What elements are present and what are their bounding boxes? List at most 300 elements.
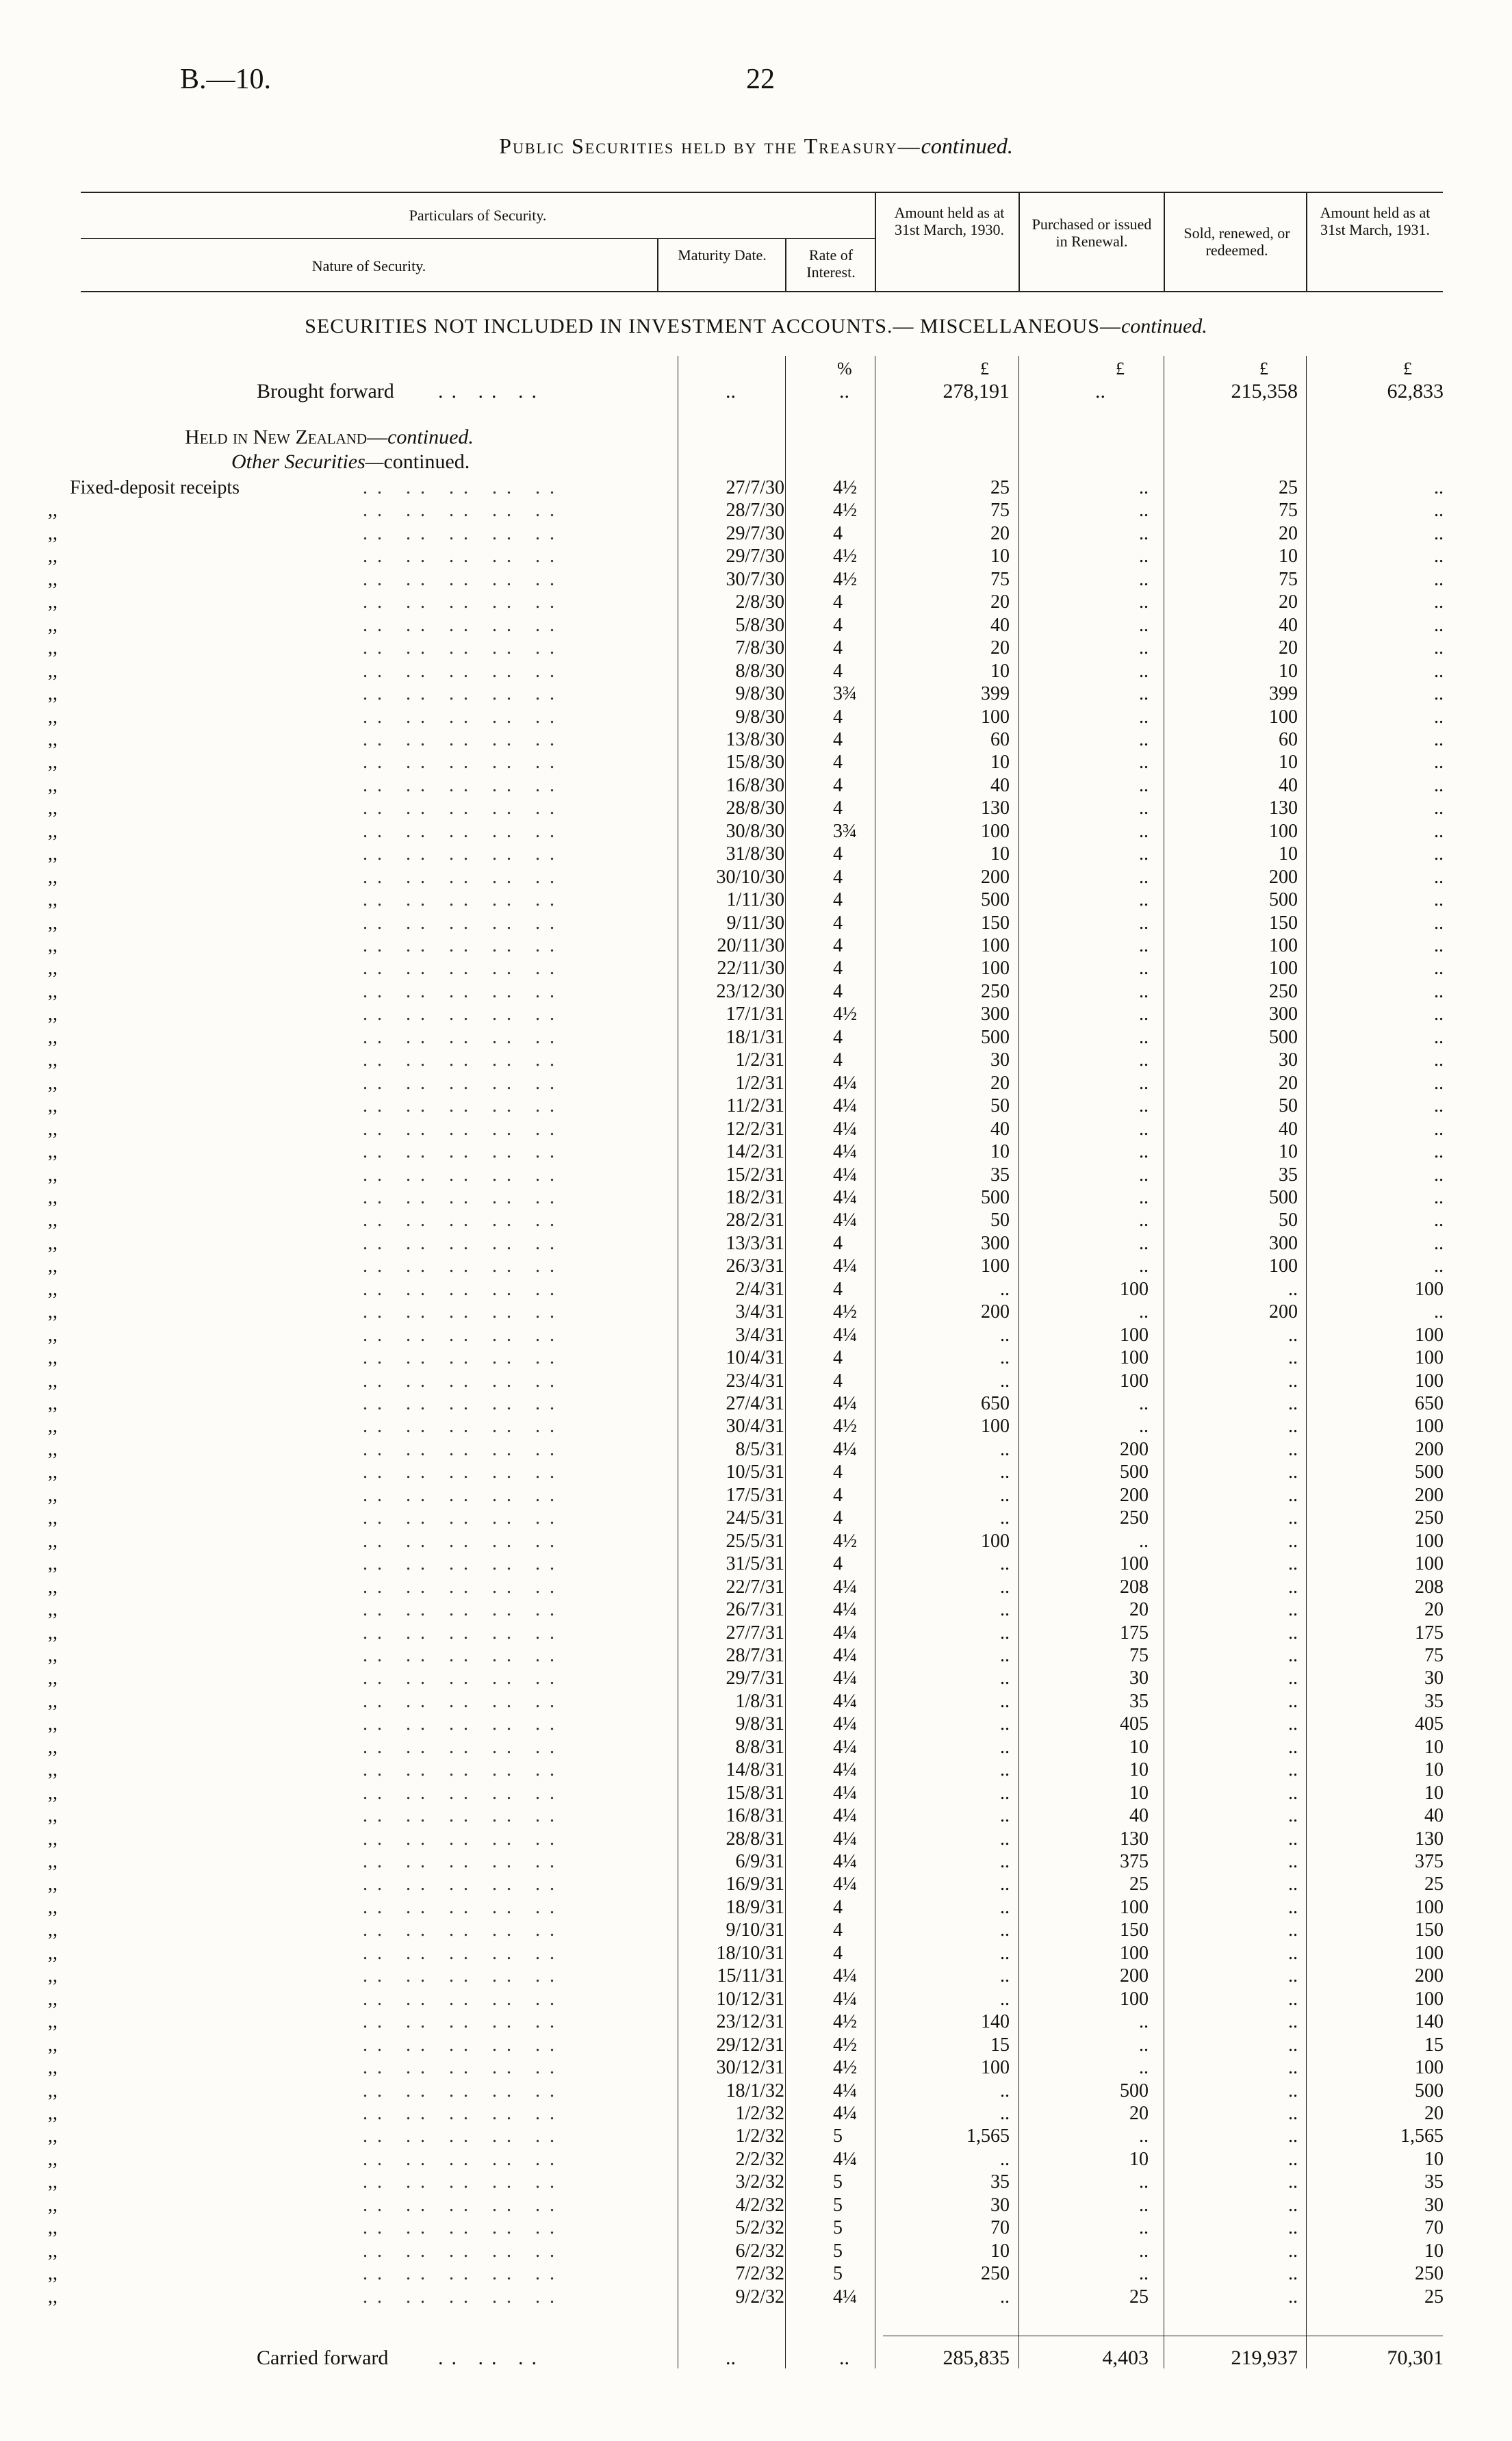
security-name: ,, [48,591,57,613]
amount-1931: .. [1434,1141,1444,1162]
amount-1930: 100 [981,1416,1010,1437]
sold-amount: .. [1288,2125,1298,2147]
amount-1931: 35 [1424,2171,1444,2193]
leader-dots: .. .. .. .. .. [363,867,564,888]
interest-rate: 4¼ [833,1393,857,1414]
maturity-date: 30/10/30 [716,867,784,888]
sold-amount: .. [1288,2057,1298,2078]
security-name: ,, [48,683,57,704]
amount-1931: 40 [1424,1805,1444,1826]
security-name: ,, [48,1667,57,1689]
amount-1931: 130 [1415,1828,1444,1850]
security-name: ,, [48,1325,57,1346]
sold-amount: .. [1288,1691,1298,1712]
interest-rate: 4¼ [833,1782,857,1804]
interest-rate: 4¼ [833,1599,857,1620]
sold-amount: 500 [1269,889,1298,910]
sold-amount: 10 [1279,1141,1298,1162]
leader-dots: .. .. .. .. .. [363,1965,564,1986]
amount-1931: .. [1434,752,1444,773]
maturity-date: 8/8/30 [735,661,784,682]
leader-dots: .. .. .. .. .. [363,477,564,498]
amount-1931: .. [1434,500,1444,521]
maturity-date: 15/8/30 [726,752,784,773]
interest-rate: 4¼ [833,2103,857,2124]
table-row [0,706,1512,729]
amount-1931: .. [1434,477,1444,498]
leader-dots: .. .. .. .. .. [363,1576,564,1598]
purchased-amount: 10 [1129,1782,1149,1804]
purchased-amount: .. [1139,1210,1149,1231]
sold-amount: .. [1288,2011,1298,2032]
amount-1931: 30 [1424,2195,1444,2216]
leader-dots: .. .. .. .. .. [363,752,564,773]
purchased-amount: .. [1139,1119,1149,1140]
table-row [0,843,1512,866]
leader-dots: .. .. .. .. .. [363,1599,564,1620]
sold-amount: 20 [1279,1073,1298,1094]
maturity-date: 5/8/30 [735,615,784,636]
amount-1931: 1,565 [1400,2125,1444,2147]
security-name: ,, [48,1989,57,2010]
purchased-amount: .. [1139,1073,1149,1094]
security-name: ,, [48,912,57,934]
purchased-amount: 10 [1129,1737,1149,1758]
maturity-date: 1/2/31 [735,1073,784,1094]
sold-amount: .. [1288,1759,1298,1780]
security-name: ,, [48,1622,57,1644]
table-row [0,1370,1512,1393]
security-name: ,, [48,1713,57,1735]
table-row [0,1645,1512,1667]
table-row [0,2011,1512,2034]
purchased-amount: .. [1139,1531,1149,1552]
carried-forward-rate: .. [839,2347,849,2369]
security-name: ,, [48,2080,57,2101]
maturity-date: 25/5/31 [726,1531,784,1552]
maturity-date: 15/8/31 [726,1782,784,1804]
sold-amount: .. [1288,1713,1298,1735]
sold-amount: .. [1288,2103,1298,2124]
purchased-amount: .. [1139,843,1149,865]
sold-amount: .. [1288,1507,1298,1529]
table-row [0,500,1512,522]
sold-amount: 10 [1279,661,1298,682]
amount-1931: 650 [1415,1393,1444,1414]
section-title [0,315,1512,338]
leader-dots: .. .. .. .. .. [363,1507,564,1529]
purchased-amount: .. [1139,1164,1149,1186]
section-title-main: SECURITIES NOT INCLUDED IN INVESTMENT ACCOUNTS.— MISCELLANEOUS— [305,315,1121,337]
security-name: ,, [48,1370,57,1392]
interest-rate: 4 [833,706,843,728]
sold-amount: 130 [1269,797,1298,819]
amount-1931: 10 [1424,2149,1444,2170]
security-name: ,, [48,569,57,590]
amount-1930: .. [1000,1691,1010,1712]
sold-amount: .. [1288,1599,1298,1620]
amount-1931: .. [1434,1049,1444,1071]
header-particulars: Particulars of Security. [409,207,547,224]
amount-1930: 15 [990,2034,1010,2056]
maturity-date: 29/7/30 [726,523,784,544]
table-row [0,1919,1512,1942]
sold-amount: .. [1288,1531,1298,1552]
carried-forward-dots: .. .. .. [438,2347,545,2369]
table-row [0,1393,1512,1416]
security-name: ,, [48,2263,57,2284]
amount-1931: 75 [1424,1645,1444,1666]
interest-rate: 5 [833,2125,843,2147]
amount-1930: 30 [990,2195,1010,2216]
header-divider-rate [875,192,876,291]
interest-rate: 4¼ [833,2080,857,2101]
maturity-date: 30/8/30 [726,821,784,842]
sub-heading [231,450,470,474]
leader-dots: .. .. .. .. .. [363,1233,564,1254]
amount-1931: 208 [1415,1576,1444,1598]
table-row [0,683,1512,706]
amount-1930: .. [1000,1645,1010,1666]
amount-1931: 100 [1415,1370,1444,1392]
table-row [0,1874,1512,1896]
maturity-date: 13/8/30 [726,729,784,750]
amount-1930: .. [1000,1759,1010,1780]
maturity-date: 28/7/31 [726,1645,784,1666]
interest-rate: 4¼ [833,1645,857,1666]
purchased-amount: 25 [1129,1874,1149,1895]
amount-1931: 100 [1415,1989,1444,2010]
purchased-amount: 40 [1129,1805,1149,1826]
amount-1931: .. [1434,706,1444,728]
amount-1930: 40 [990,775,1010,796]
security-name: ,, [48,1393,57,1414]
amount-1931: .. [1434,843,1444,865]
header-amount-1930: Amount held as at 31st March, 1930. [894,204,1005,238]
security-name: ,, [48,2125,57,2147]
purchased-amount: 25 [1129,2286,1149,2308]
amount-1930: 50 [990,1095,1010,1116]
amount-1931: .. [1434,591,1444,613]
header-divider-nature [657,238,658,291]
interest-rate: 5 [833,2240,843,2262]
amount-1930: 399 [981,683,1010,704]
sold-amount: 10 [1279,546,1298,567]
table-row [0,1531,1512,1553]
amount-1930: .. [1000,2149,1010,2170]
interest-rate: 4 [833,981,843,1002]
interest-rate: 4½ [833,1531,857,1552]
security-name: ,, [48,867,57,888]
maturity-date: 24/5/31 [726,1507,784,1529]
security-name: ,, [48,1439,57,1460]
amount-1931: .. [1434,1073,1444,1094]
table-row [0,1279,1512,1301]
brought-forward-maturity: .. [726,380,736,402]
security-name: ,, [48,523,57,544]
sold-amount: .. [1288,1461,1298,1483]
amount-1930: 20 [990,637,1010,659]
leader-dots: .. .. .. .. .. [363,797,564,819]
leader-dots: .. .. .. .. .. [363,1187,564,1208]
amount-1930: .. [1000,1897,1010,1918]
amount-1930: 150 [981,912,1010,934]
leader-dots: .. .. .. .. .. [363,1943,564,1964]
maturity-date: 27/7/30 [726,477,784,498]
leader-dots: .. .. .. .. .. [363,821,564,842]
table-row [0,2286,1512,2309]
security-name: ,, [48,2011,57,2032]
table-row [0,2240,1512,2263]
amount-1930: 20 [990,591,1010,613]
leader-dots: .. .. .. .. .. [363,2286,564,2308]
maturity-date: 23/12/31 [716,2011,784,2032]
interest-rate: 4¼ [833,2149,857,2170]
amount-1931: .. [1434,889,1444,910]
sold-amount: 100 [1269,821,1298,842]
security-name: ,, [48,2149,57,2170]
sold-amount: .. [1288,1622,1298,1644]
table-row [0,1553,1512,1576]
purchased-amount: .. [1139,1301,1149,1322]
table-row [0,1210,1512,1232]
sold-amount: 40 [1279,775,1298,796]
maturity-date: 8/5/31 [735,1439,784,1460]
table-row [0,546,1512,568]
sold-amount: .. [1288,2195,1298,2216]
sold-amount: 100 [1269,935,1298,956]
security-name: ,, [48,2195,57,2216]
purchased-amount: .. [1139,797,1149,819]
purchased-amount: .. [1139,615,1149,636]
leader-dots: .. .. .. .. .. [363,1737,564,1758]
leader-dots: .. .. .. .. .. [363,683,564,704]
table-row [0,1851,1512,1874]
maturity-date: 3/4/31 [735,1301,784,1322]
maturity-date: 9/10/31 [726,1919,784,1941]
table-row [0,958,1512,980]
amount-1930: 500 [981,1187,1010,1208]
maturity-date: 27/7/31 [726,1622,784,1644]
sold-amount: 20 [1279,523,1298,544]
amount-1930: 100 [981,958,1010,979]
leader-dots: .. .. .. .. .. [363,1851,564,1872]
sold-amount: 40 [1279,615,1298,636]
security-name: ,, [48,1187,57,1208]
sold-amount: .. [1288,1965,1298,1986]
amount-1930: 140 [981,2011,1010,2032]
interest-rate: 4 [833,1461,843,1483]
maturity-date: 18/10/31 [716,1943,784,1964]
table-row [0,615,1512,637]
amount-1930: 250 [981,981,1010,1002]
interest-rate: 4¼ [833,1576,857,1598]
leader-dots: .. .. .. .. .. [363,1095,564,1116]
maturity-date: 7/8/30 [735,637,784,659]
maturity-date: 3/2/32 [735,2171,784,2193]
maturity-date: 15/11/31 [717,1965,784,1986]
security-name: ,, [48,1965,57,1986]
carried-forward-sold: 219,937 [1231,2347,1298,2369]
maturity-date: 16/8/31 [726,1805,784,1826]
carried-forward-a30: 285,835 [943,2347,1010,2369]
table-row [0,2125,1512,2148]
sold-amount: 60 [1279,729,1298,750]
leader-dots: .. .. .. .. .. [363,935,564,956]
title-main: Public Securities held by the Treasury— [499,133,921,158]
leader-dots: .. .. .. .. .. [363,2217,564,2238]
section-title-continued: continued. [1120,315,1207,337]
purchased-amount: .. [1139,2125,1149,2147]
leader-dots: .. .. .. .. .. [363,1119,564,1140]
interest-rate: 4¼ [833,1667,857,1689]
amount-1930: 40 [990,615,1010,636]
maturity-date: 2/2/32 [735,2149,784,2170]
maturity-date: 17/5/31 [726,1485,784,1506]
maturity-date: 30/7/30 [726,569,784,590]
sold-amount: .. [1288,1393,1298,1414]
sold-amount: .. [1288,1347,1298,1368]
maturity-date: 27/4/31 [726,1393,784,1414]
leader-dots: .. .. .. .. .. [363,1782,564,1804]
purchased-amount: .. [1139,2240,1149,2262]
sold-amount: 100 [1269,958,1298,979]
amount-1930: .. [1000,1461,1010,1483]
table-row [0,935,1512,958]
security-name: ,, [48,2286,57,2308]
maturity-date: 23/4/31 [726,1370,784,1392]
purchased-amount: 500 [1120,1461,1149,1483]
amount-1931: 200 [1415,1485,1444,1506]
maturity-date: 16/8/30 [726,775,784,796]
security-name: ,, [48,1301,57,1322]
leader-dots: .. .. .. .. .. [363,729,564,750]
leader-dots: .. .. .. .. .. [363,1713,564,1735]
sold-amount: .. [1288,1645,1298,1666]
purchased-amount: .. [1139,912,1149,934]
table-row [0,1897,1512,1919]
table-row [0,2263,1512,2286]
sold-amount: 75 [1279,500,1298,521]
interest-rate: 4¼ [833,1691,857,1712]
security-name: ,, [48,1347,57,1368]
leader-dots: .. .. .. .. .. [363,912,564,934]
sold-amount: 10 [1279,752,1298,773]
interest-rate: 4¼ [833,1325,857,1346]
amount-1930: .. [1000,1805,1010,1826]
table-row [0,775,1512,797]
amount-1930: 200 [981,867,1010,888]
leader-dots: .. .. .. .. .. [363,1531,564,1552]
amount-1930: 300 [981,1233,1010,1254]
amount-1931: .. [1434,1164,1444,1186]
amount-1930: .. [1000,1439,1010,1460]
sold-amount: .. [1288,1325,1298,1346]
sold-amount: .. [1288,2034,1298,2056]
security-name: ,, [48,1255,57,1277]
sold-amount: .. [1288,1667,1298,1689]
security-name: ,, [48,889,57,910]
amount-1930: 20 [990,523,1010,544]
header-divider-purchased [1164,192,1165,291]
header-maturity: Maturity Date. [678,246,767,264]
sold-amount: .. [1288,1943,1298,1964]
table-row [0,2080,1512,2103]
interest-rate: 4 [833,752,843,773]
sold-amount: .. [1288,1897,1298,1918]
sold-amount: .. [1288,2286,1298,2308]
purchased-amount: 35 [1129,1691,1149,1712]
header-mid-rule [81,238,875,239]
purchased-amount: 250 [1120,1507,1149,1529]
sold-amount: 300 [1269,1233,1298,1254]
amount-1930: 100 [981,821,1010,842]
brought-forward-a30: 278,191 [943,380,1010,402]
sold-amount: .. [1288,1576,1298,1598]
purchased-amount: .. [1139,500,1149,521]
maturity-date: 10/12/31 [716,1989,784,2010]
purchased-amount: .. [1139,2011,1149,2032]
interest-rate: 4½ [833,2011,857,2032]
sold-amount: 500 [1269,1027,1298,1048]
amount-1930: .. [1000,1485,1010,1506]
maturity-date: 30/12/31 [716,2057,784,2078]
interest-rate: 5 [833,2171,843,2193]
interest-rate: 4 [833,661,843,682]
security-name: ,, [48,752,57,773]
security-name: ,, [48,1507,57,1529]
interest-rate: 4½ [833,1004,857,1025]
interest-rate: 4¼ [833,1874,857,1895]
maturity-date: 1/8/31 [735,1691,784,1712]
sub-heading-continued: continued. [383,450,470,473]
security-name: ,, [48,1279,57,1300]
interest-rate: 4 [833,523,843,544]
sold-amount: 150 [1269,912,1298,934]
amount-1931: .. [1434,1027,1444,1048]
amount-1931: 100 [1415,1416,1444,1437]
security-name: ,, [48,821,57,842]
maturity-date: 31/5/31 [726,1553,784,1574]
amount-1930: .. [1000,2103,1010,2124]
maturity-date: 29/12/31 [716,2034,784,2056]
amount-1930: .. [1000,1874,1010,1895]
table-row [0,1667,1512,1690]
amount-1931: .. [1434,1095,1444,1116]
interest-rate: 4¼ [833,1119,857,1140]
purchased-amount: 100 [1120,1325,1149,1346]
page-number: 22 [746,64,775,95]
security-name: ,, [48,1095,57,1116]
security-name: ,, [48,706,57,728]
interest-rate: 4¼ [833,1255,857,1277]
amount-1931: 250 [1415,1507,1444,1529]
sold-amount: 10 [1279,843,1298,865]
maturity-date: 9/8/31 [735,1713,784,1735]
amount-1930: 20 [990,1073,1010,1094]
table-row [0,1164,1512,1187]
sold-amount: .. [1288,1828,1298,1850]
amount-1930: 300 [981,1004,1010,1025]
purchased-amount: 20 [1129,1599,1149,1620]
sold-amount: .. [1288,1919,1298,1941]
table-row [0,1622,1512,1645]
purchased-amount: .. [1139,591,1149,613]
security-name: ,, [48,2240,57,2262]
leader-dots: .. .. .. .. .. [363,1370,564,1392]
maturity-date: 26/7/31 [726,1599,784,1620]
amount-1930: 10 [990,1141,1010,1162]
